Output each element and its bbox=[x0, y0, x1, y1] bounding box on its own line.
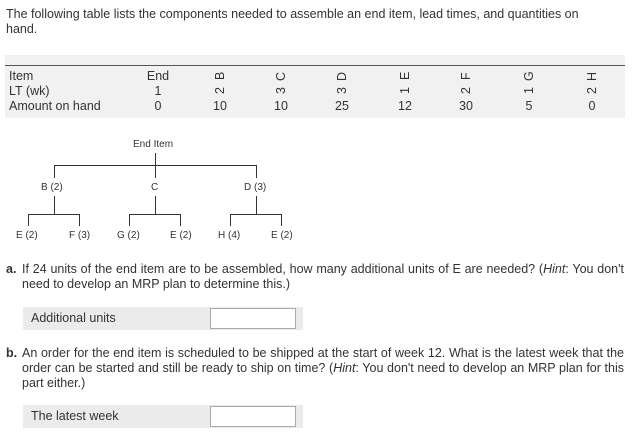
cell-lt-g: 1 bbox=[522, 87, 536, 95]
cell-lt-d: 3 bbox=[335, 87, 349, 95]
cell-lt-f: 2 bbox=[459, 87, 473, 95]
question-b-hint: : You don't need to develop an MRP plan for this part either.) bbox=[22, 361, 625, 390]
tree-connector bbox=[256, 165, 257, 178]
product-structure-tree bbox=[0, 130, 330, 250]
cell-lt-c: 3 bbox=[274, 87, 288, 95]
table-top-rule bbox=[5, 65, 625, 66]
tree-node-e-under-b: E (2) bbox=[16, 230, 38, 241]
question-b-main: An order for the end item is scheduled to be shipped at the start of week 12. What is the latest week that the order can be started and still be ready to ship on time? ( bbox=[22, 346, 624, 375]
cell-lt-end: 1 bbox=[154, 84, 162, 98]
cell-onhand-g: 5 bbox=[525, 99, 533, 113]
tree-node-g: G (2) bbox=[117, 230, 140, 241]
row-label-onhand: Amount on hand bbox=[9, 99, 101, 113]
question-a-letter: a. bbox=[6, 262, 17, 276]
cell-item-f: F bbox=[459, 72, 473, 80]
tree-node-d: D (3) bbox=[244, 182, 267, 193]
tree-node-e-under-c: E (2) bbox=[170, 230, 192, 241]
tree-connector bbox=[155, 196, 156, 214]
cell-item-d: D bbox=[335, 71, 349, 81]
cell-item-h: H bbox=[585, 71, 599, 81]
tree-node-e-under-d: E (2) bbox=[271, 230, 293, 241]
cell-item-end: End bbox=[146, 69, 170, 83]
row-label-item: Item bbox=[9, 69, 34, 83]
cell-onhand-d: 25 bbox=[335, 99, 349, 113]
cell-onhand-h: 0 bbox=[588, 99, 596, 113]
cell-onhand-f: 30 bbox=[459, 99, 473, 113]
cell-lt-b: 2 bbox=[213, 87, 227, 95]
question-a-main: If 24 units of the end item are to be assembled, how many additional units of E are needed? ( bbox=[22, 262, 544, 276]
tree-connector bbox=[230, 214, 282, 215]
cell-item-b: B bbox=[213, 71, 227, 81]
cell-lt-e: 1 bbox=[398, 87, 412, 95]
latest-week-input[interactable] bbox=[210, 406, 296, 427]
table-row-lt bbox=[5, 84, 625, 99]
answer-row-a bbox=[23, 307, 303, 330]
answer-b-label: The latest week bbox=[31, 409, 119, 423]
cell-lt-h: 2 bbox=[585, 87, 599, 95]
cell-onhand-b: 10 bbox=[213, 99, 227, 113]
row-label-lt: LT (wk) bbox=[9, 84, 50, 98]
tree-node-h: H (4) bbox=[218, 230, 241, 241]
table-row-onhand bbox=[5, 99, 625, 114]
tree-connector bbox=[129, 214, 181, 215]
cell-item-g: G bbox=[522, 71, 536, 81]
components-table bbox=[5, 55, 625, 118]
tree-connector bbox=[54, 196, 55, 214]
tree-connector bbox=[180, 214, 181, 226]
cell-item-c: C bbox=[274, 71, 288, 81]
tree-root-node: End Item bbox=[133, 139, 174, 150]
question-b-letter: b. bbox=[6, 346, 18, 360]
tree-connector bbox=[230, 214, 231, 226]
tree-node-b: B (2) bbox=[41, 182, 63, 193]
answer-row-b bbox=[23, 405, 303, 428]
tree-connector bbox=[129, 214, 130, 226]
tree-node-f: F (3) bbox=[69, 230, 91, 241]
tree-connector bbox=[281, 214, 282, 226]
question-a-hint: : You don't need to develop an MRP plan to determine this.) bbox=[22, 262, 624, 291]
question-a-hint-label: Hint bbox=[543, 262, 566, 276]
tree-connector bbox=[155, 153, 156, 165]
tree-connector bbox=[28, 214, 80, 215]
answer-a-label: Additional units bbox=[31, 311, 116, 325]
tree-connector bbox=[79, 214, 80, 226]
cell-onhand-end: 0 bbox=[154, 99, 162, 113]
cell-onhand-c: 10 bbox=[274, 99, 288, 113]
intro-text: The following table lists the components needed to assemble an end item, lead times, and quantities on hand. bbox=[6, 7, 579, 36]
tree-connector bbox=[28, 214, 29, 226]
tree-connector bbox=[155, 165, 156, 178]
cell-item-e: E bbox=[398, 71, 412, 81]
additional-units-input[interactable] bbox=[210, 308, 296, 329]
question-b bbox=[6, 346, 636, 394]
tree-connector bbox=[256, 196, 257, 214]
cell-onhand-e: 12 bbox=[398, 99, 412, 113]
question-b-hint-label: Hint bbox=[333, 361, 356, 375]
tree-node-c: C bbox=[151, 182, 159, 193]
tree-connector bbox=[54, 165, 55, 178]
question-b-text bbox=[22, 346, 624, 391]
question-a-text bbox=[22, 262, 624, 292]
table-row-item bbox=[5, 69, 625, 84]
question-a bbox=[6, 262, 636, 294]
